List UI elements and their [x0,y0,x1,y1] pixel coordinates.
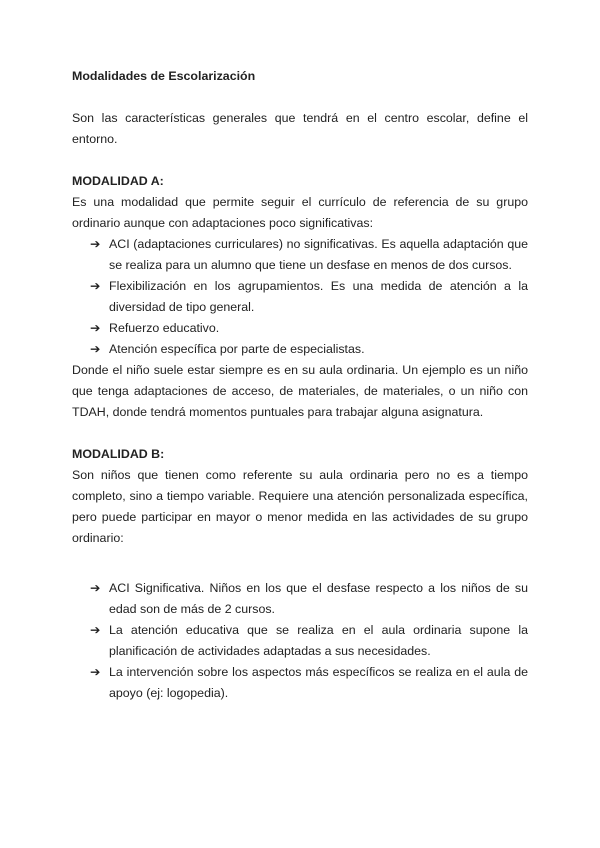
section-a-heading: MODALIDAD A: [72,174,164,188]
list-item: ➔ La intervención sobre los aspectos más específicos se realiza en el aula de apoyo (ej: logopedia). [88,662,528,704]
section-a-lead: Es una modalidad que permite seguir el currículo de referencia de su grupo ordinario aunque con adaptaciones poco significativas: [72,195,528,230]
arrow-bullet-icon: ➔ [90,342,101,356]
list-item: ➔ Flexibilización en los agrupamientos. Es una medida de atención a la diversidad de tipo general. [88,276,528,318]
section-b-list [72,578,528,704]
intro-paragraph: Son las características generales que tendrá en el centro escolar, define el entorno. [72,111,528,146]
arrow-bullet-icon: ➔ [90,279,101,293]
list-item: ➔ ACI (adaptaciones curriculares) no significativas. Es aquella adaptación que se realiza para un alumno que tiene un desfase en menos de dos cursos. [88,234,528,276]
section-b-lead: Son niños que tienen como referente su aula ordinaria pero no es a tiempo completo, sino a tiempo variable. Requiere una atención personalizada específica, pero puede participar en mayor o menor medida en las actividades de su grupo ordinario: [72,468,528,545]
list-item: ➔ Refuerzo educativo. [88,318,528,339]
section-a-list [72,234,528,360]
list-item: ➔ ACI Significativa. Niños en los que el desfase respecto a los niños de su edad son de más de 2 cursos. [88,578,528,620]
document-title: Modalidades de Escolarización [72,69,256,83]
section-a-closing: Donde el niño suele estar siempre es en su aula ordinaria. Un ejemplo es un niño que tenga adaptaciones de acceso, de materiales, de materiales, o un niño con TDAH, donde tendrá momentos puntuales para trabajar alguna asignatura. [72,363,528,419]
arrow-bullet-icon: ➔ [90,623,101,637]
arrow-bullet-icon: ➔ [90,237,101,251]
list-item: ➔ La atención educativa que se realiza en el aula ordinaria supone la planificación de actividades adaptadas a sus necesidades. [88,620,528,662]
arrow-bullet-icon: ➔ [90,321,101,335]
list-item: ➔ Atención específica por parte de especialistas. [88,339,528,360]
arrow-bullet-icon: ➔ [90,665,101,679]
arrow-bullet-icon: ➔ [90,581,101,595]
document-page [72,66,528,704]
section-b-heading: MODALIDAD B: [72,447,165,461]
